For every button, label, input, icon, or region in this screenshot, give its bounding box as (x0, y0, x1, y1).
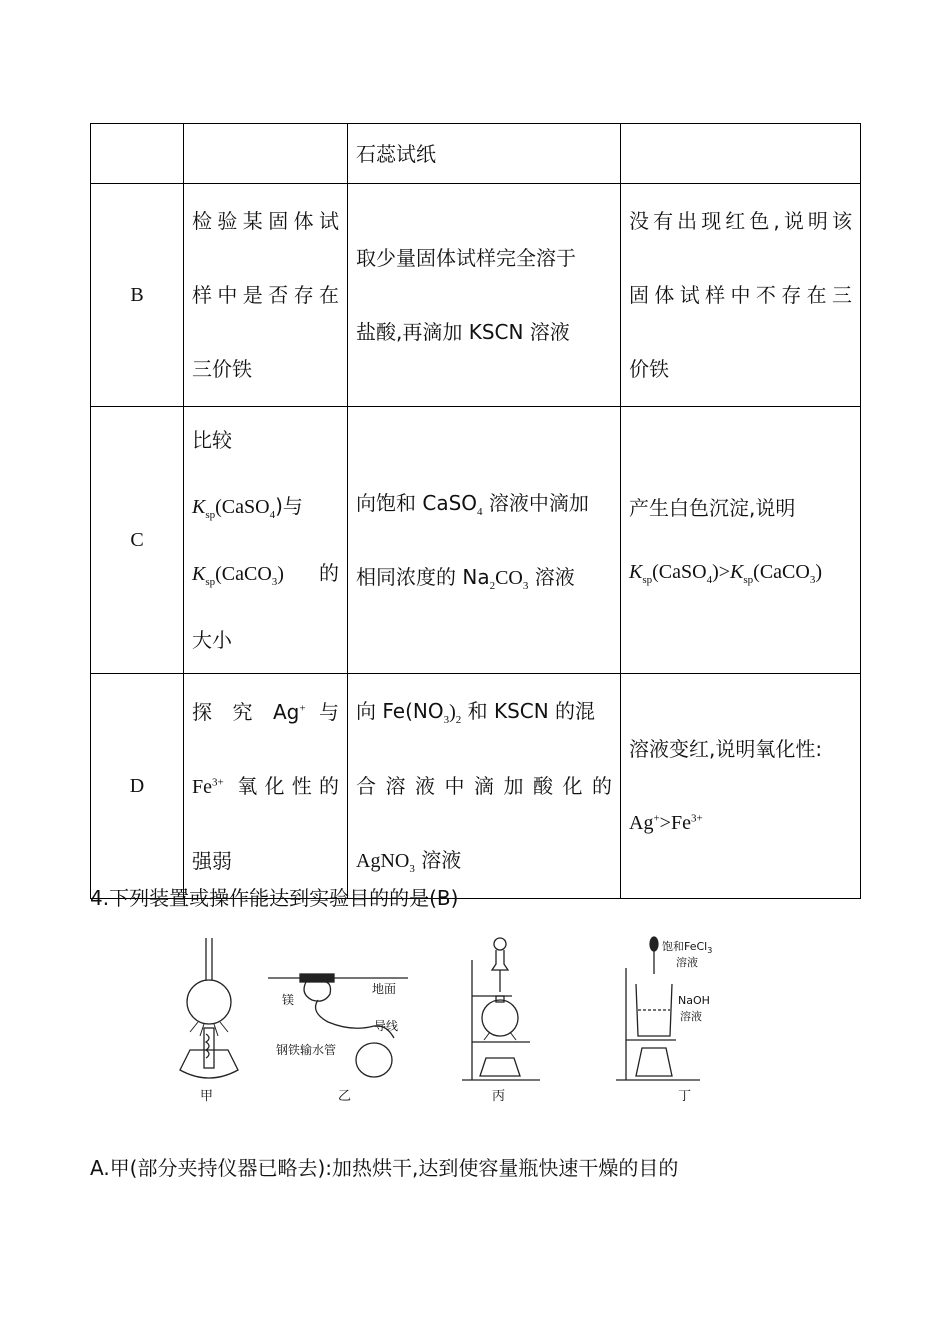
label-fecl3-solution: 溶液 (676, 956, 698, 969)
formula: (CaSO (652, 561, 707, 583)
table-row (91, 124, 861, 184)
objective-cell (184, 124, 348, 184)
result-line: 没有出现红色,说明该 (629, 209, 852, 233)
result-cell (621, 184, 861, 407)
table-row (91, 674, 861, 899)
subscript: 2 (489, 579, 496, 592)
subscript: 3 (409, 863, 415, 875)
formula: AgNO (356, 850, 410, 872)
superscript: + (653, 812, 660, 825)
text: 与 (305, 699, 340, 724)
label-naoh-solution: 溶液 (680, 1010, 702, 1023)
text: 溶液中滴加 (482, 490, 589, 515)
operation-cell (348, 184, 621, 407)
subscript: sp (205, 509, 216, 521)
subscript: 3 (271, 576, 278, 588)
table-row (91, 184, 861, 407)
subscript: 3 (809, 574, 816, 586)
superscript: + (299, 701, 306, 714)
label-fecl3-sub: 3 (707, 946, 713, 955)
label-jia: 甲 (200, 1089, 214, 1104)
subscript: sp (743, 574, 754, 586)
label-fecl3-text: 饱和FeCl (662, 940, 708, 953)
result-line (629, 786, 852, 860)
label-daoxian: 导线 (374, 1019, 399, 1033)
superscript: 3+ (690, 812, 703, 825)
row-id-cell: C (91, 407, 184, 674)
text: 氧化性的 (223, 773, 339, 798)
text: ) (277, 563, 284, 585)
formula: CO (495, 566, 523, 589)
text: )与 (275, 494, 303, 518)
result-cell (621, 124, 861, 184)
question-4: 4.下列装置或操作能达到实验目的的是(B) (90, 886, 459, 910)
result-line: 溶液变红,说明氧化性: (629, 737, 823, 761)
objective-line (192, 675, 339, 749)
objective-line: 三价铁 (192, 357, 252, 381)
label-ding: 丁 (678, 1089, 692, 1104)
formula: Ag (629, 812, 654, 834)
text: 探 究 Ag (192, 699, 300, 724)
objective-line (192, 540, 339, 607)
result-line: 价铁 (629, 357, 669, 381)
apparatus-yi (268, 974, 408, 1104)
row-id-cell (91, 124, 184, 184)
label-gangtie: 钢铁输水管 (276, 1043, 337, 1057)
operation-line (356, 466, 612, 540)
subscript: 4 (269, 509, 276, 521)
objective-cell (184, 407, 348, 674)
operation-cell (348, 407, 621, 674)
objective-cell (184, 184, 348, 407)
apparatus-ding (616, 937, 712, 1104)
label-dimian: 地面 (372, 982, 397, 996)
text: ) (449, 701, 456, 723)
objective-cell (184, 674, 348, 899)
subscript: 2 (455, 714, 462, 726)
label-yi: 乙 (338, 1089, 352, 1104)
subscript: 3 (443, 714, 450, 726)
result-line: 固体试样中不存在三 (629, 283, 852, 307)
operation-line (356, 540, 612, 615)
text: 和 KSCN 的混 (461, 699, 596, 723)
apparatus-figure (160, 930, 740, 1110)
operation-cell (348, 674, 621, 899)
objective-line: 检验某固体试 (192, 209, 339, 233)
row-id-cell: B (91, 184, 184, 407)
formula: (CaCO (753, 561, 810, 583)
k-symbol: K (629, 561, 643, 583)
formula: >Fe (659, 812, 691, 834)
subscript: sp (205, 576, 216, 588)
objective-line (192, 473, 339, 540)
label-naoh: NaOH (678, 994, 710, 1007)
result-line: 产生白色沉淀,说明 (629, 496, 796, 520)
row-id-cell: D (91, 674, 184, 899)
result-cell (621, 407, 861, 674)
label-mei: 镁 (282, 993, 295, 1007)
formula: Fe (192, 775, 212, 798)
subscript: 3 (522, 579, 529, 592)
experiment-table (90, 123, 861, 899)
label-bing: 丙 (492, 1089, 506, 1104)
subscript: 4 (706, 574, 713, 586)
formula: (CaSO (215, 496, 270, 518)
objective-line: 比较 (192, 428, 232, 452)
text: 的 (319, 561, 339, 585)
text: 溶液 (414, 848, 462, 872)
operation-line (356, 674, 612, 749)
table-row (91, 407, 861, 674)
k-symbol: K (730, 561, 744, 583)
apparatus-bing (462, 938, 540, 1104)
subscript: 4 (477, 505, 483, 518)
apparatus-jia (180, 938, 238, 1104)
label-fecl3 (662, 939, 712, 955)
k-symbol: K (192, 496, 206, 518)
text: )> (712, 561, 731, 583)
objective-line: 样中是否存在 (192, 283, 339, 307)
objective-line: 强弱 (192, 848, 232, 873)
k-symbol: K (192, 563, 206, 585)
text: ) (815, 561, 822, 583)
option-a: A.甲(部分夹持仪器已略去):加热烘干,达到使容量瓶快速干燥的目的 (90, 1156, 679, 1180)
text: 相同浓度的 Na (356, 564, 490, 589)
subscript: sp (642, 574, 653, 586)
text: 向 Fe(NO (356, 699, 444, 723)
operation-cell (348, 124, 621, 184)
text: 溶液 (528, 564, 575, 589)
result-cell (621, 674, 861, 899)
objective-line: 大小 (192, 628, 232, 652)
operation-line: 取少量固体试样完全溶于 (356, 246, 576, 270)
operation-text: 石蕊试纸 (356, 141, 436, 166)
formula: (CaCO (215, 563, 272, 585)
superscript: 3+ (212, 775, 224, 788)
result-line (629, 540, 852, 604)
operation-line: 盐酸,再滴加 KSCN 溶液 (356, 320, 570, 344)
operation-line: 合 溶 液 中 滴 加 酸 化 的 (356, 774, 612, 798)
objective-line (192, 749, 339, 824)
text: 向饱和 CaSO (356, 490, 478, 515)
